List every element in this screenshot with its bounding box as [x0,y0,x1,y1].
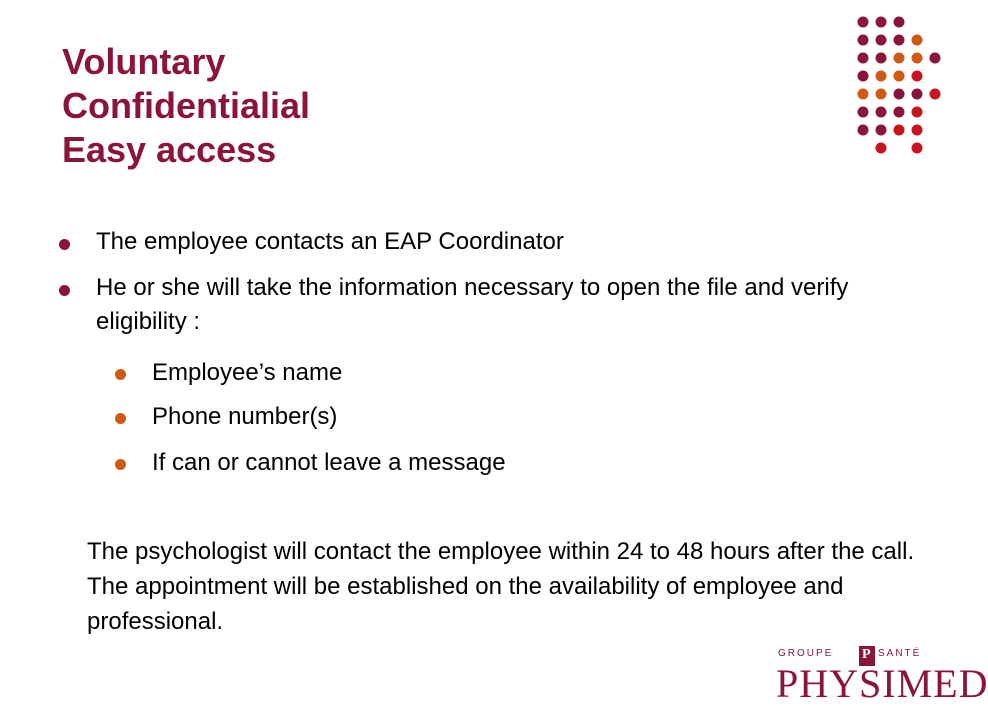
logo-wordmark: PHYSIMED [776,661,988,706]
logo-groupe-text: GROUPE [778,648,834,659]
logo-sante-text: SANTÉ [878,648,922,659]
sub-bullet-leave-message: If can or cannot leave a message [152,446,912,480]
title-line-easy-access: Easy access [62,129,277,170]
title-line-confidential: Confidentialial [62,85,311,126]
decorative-dot-grid-icon [848,12,948,162]
sub-bullet-phone-number: Phone number(s) [152,400,912,434]
title-line-voluntary: Voluntary [62,41,226,82]
slide-title [62,40,310,172]
bullet-item-information: He or she will take the information necessary to open the file and verify eligibility : [96,271,916,339]
physimed-logo [772,646,988,710]
sub-bullet-employee-name: Employee’s name [152,356,912,390]
bullet-item-coordinator: The employee contacts an EAP Coordinator [96,225,916,259]
closing-paragraph: The psychologist will contact the employee within 24 to 48 hours after the call. The appointment will be established on the availability of employee and professional. [87,538,915,635]
